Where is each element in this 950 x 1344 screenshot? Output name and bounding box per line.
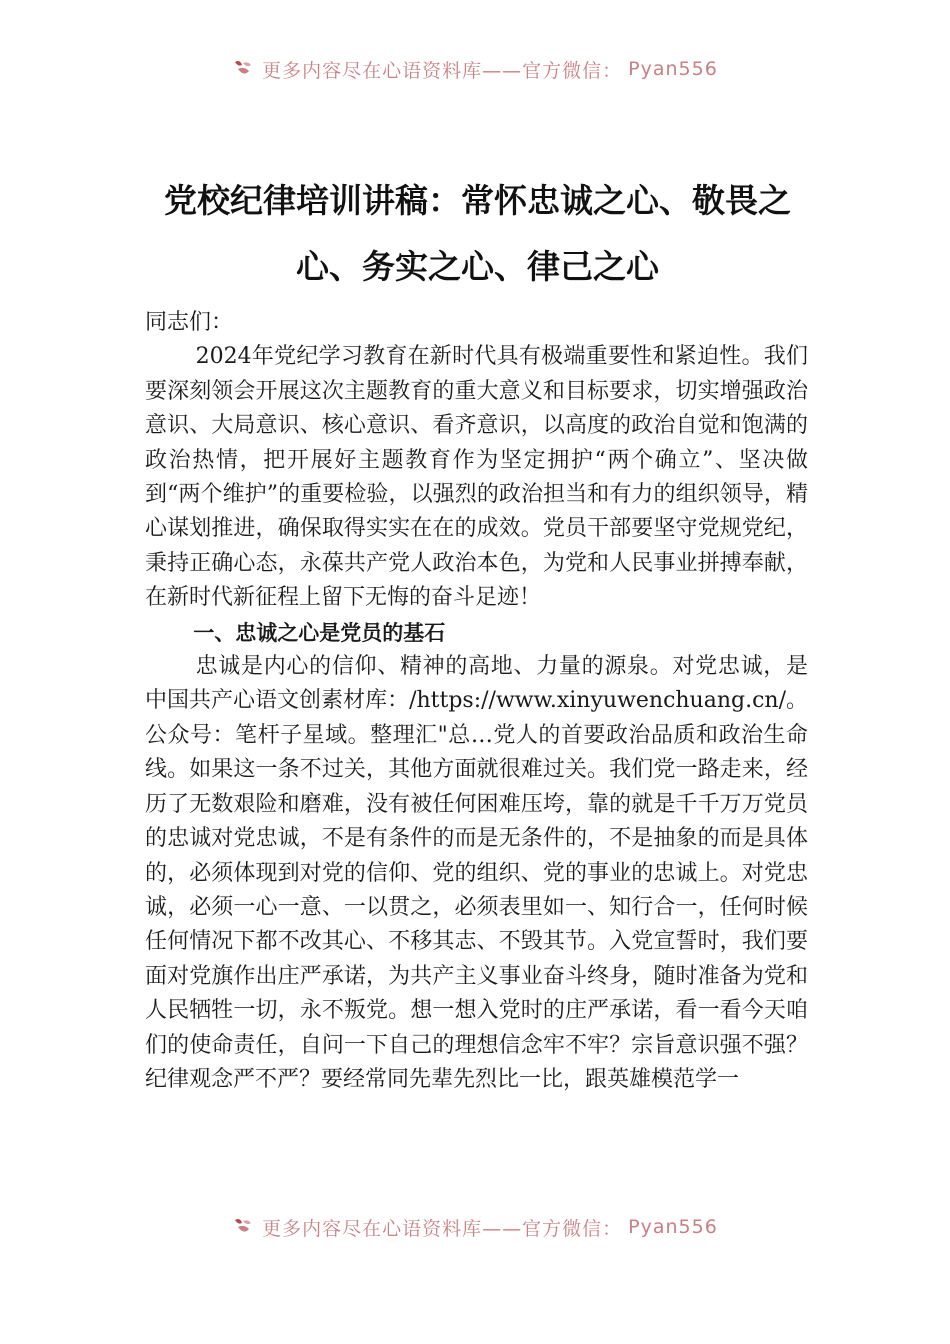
salutation: 同志们： (145, 310, 234, 335)
watermark-header (0, 52, 950, 86)
brand-logo-icon (232, 1217, 254, 1237)
watermark-footer (0, 1210, 950, 1244)
intro-paragraph: 2024年党纪学习教育在新时代具有极端重要性和紧迫性。我们要深刻领会开展这次主题教育的重大意义和目标要求，切实增强政治意识、大局意识、核心意识、看齐意识，以高度的政治自觉和饱满的政治热情，把开展好主题教育作为坚定拥护“两个确立”、坚决做到“两个维护”的重要检验，以强烈的政治担当和有力的组织领导，精心谋划推进，确保取得实实在在的成效。党员干部要坚守党规党纪，秉持正确心态，永葆共产党人政治本色，为党和人民事业拼搏奉献，在新时代新征程上留下无悔的奋斗足迹！ (145, 344, 808, 611)
document-title: 党校纪律培训讲稿：常怀忠诚之心、敬畏之心、务实之心、律己之心 (164, 181, 791, 286)
document-body (145, 306, 808, 1097)
watermark-handle: Pyan556 (628, 58, 718, 80)
watermark-text: 更多内容尽在心语资料库——官方微信： (262, 59, 623, 82)
watermark-text: 更多内容尽在心语资料库——官方微信： (262, 1217, 623, 1240)
brand-logo-icon (232, 59, 254, 79)
watermark-handle: Pyan556 (628, 1216, 718, 1238)
section-heading-1: 一、忠诚之心是党员的基石 (193, 620, 446, 645)
section-1-paragraph: 忠诚是内心的信仰、精神的高地、力量的源泉。对党忠诚，是中国共产心语文创素材库：/https://www.xinyuwenchuang.cn/。公众号：笔杆子星域。整理汇"总…党人的首要政治品质和政治生命线。如果这一条不过关，其他方面就很难过关。我们党一路走来，经历了无数艰险和磨难，没有被任何困难压垮，靠的就是千千万万党员的忠诚对党忠诚，不是有条件的而是无条件的，不是抽象的而是具体的，必须体现到对党的信仰、党的组织、党的事业的忠诚上。对党忠诚，必须一心一意、一以贯之，必须表里如一、知行合一，任何时候任何情况下都不改其心、不移其志、不毁其节。入党宣誓时，我们要面对党旗作出庄严承诺，为共产主义事业奋斗终身，随时准备为党和人民牺牲一切，永不叛党。想一想入党时的庄严承诺，看一看今天咱们的使命责任，自问一下自己的理想信念牢不牢？宗旨意识强不强？纪律观念严不严？要经常同先辈先烈比一比，跟英雄模范学一 (145, 654, 808, 1092)
